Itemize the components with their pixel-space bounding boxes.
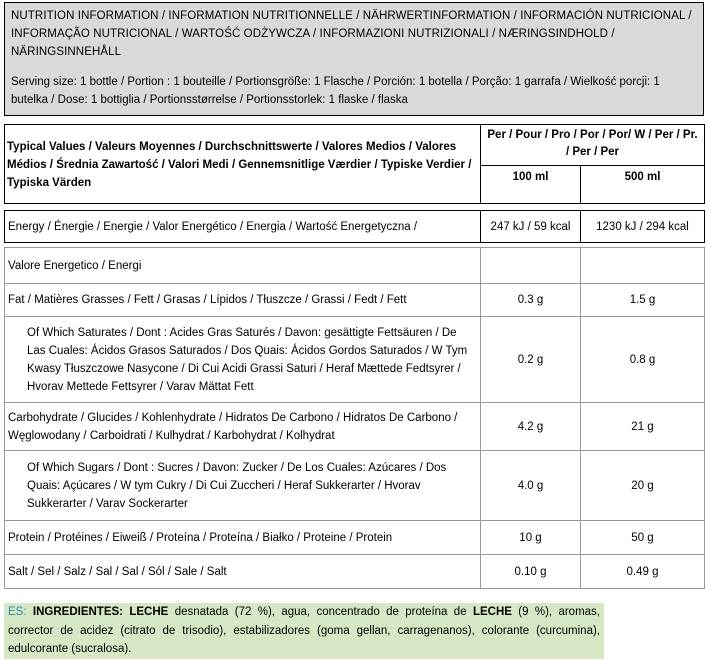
col-500ml: 500 ml <box>581 166 705 204</box>
saturates-100ml: 0.2 g <box>481 317 581 403</box>
allergen-milk: LECHE <box>472 606 512 618</box>
serving-size: Serving size: 1 bottle / Portion : 1 bouteille / Portionsgröße: 1 Flasche / Porción: 1 botella / Porção: 1 garrafa / Wielkość porcji: 1 butelka / Dose: 1 bottiglia / Portionsstørrelse / Portionsstorlek: 1 flaske / flaska <box>11 76 660 106</box>
col-100ml: 100 ml <box>481 166 581 204</box>
language-tag: ES: <box>8 606 27 618</box>
cell-empty <box>481 248 581 284</box>
saturates-500ml: 0.8 g <box>581 317 705 403</box>
per-header: Per / Pour / Pro / Por / Por/ W / Per / Pr. / Per / Per <box>481 125 705 166</box>
protein-500ml: 50 g <box>581 521 705 555</box>
table-row <box>5 317 705 403</box>
carbohydrate-100ml: 4.2 g <box>481 403 581 451</box>
sugars-500ml: 20 g <box>581 451 705 521</box>
row-label-energy: Energy / Énergie / Energie / Valor Energético / Energia / Wartość Energetyczna / <box>5 211 481 243</box>
nutrition-header <box>4 2 704 116</box>
energy-500ml: 1230 kJ / 294 kcal <box>581 211 705 243</box>
row-label-protein: Protein / Protéines / Eiweiß / Proteína / Proteína / Białko / Proteine / Protein <box>5 521 481 555</box>
table-row <box>5 555 705 589</box>
allergen-milk: LECHE <box>129 606 169 618</box>
ingredients-text: desnatada (72 %), agua, concentrado de proteína de <box>168 606 473 618</box>
header-title: NUTRITION INFORMATION / INFORMATION NUTRITIONNELLE / NÄHRWERTINFORMATION / INFORMACIÓN NUTRICIONAL / INFORMAÇÃO NUTRICIONAL / WARTOŚĆ ODŻYWCZA / INFORMAZIONI NUTRIZIONALI / NÆRINGSINDHOLD / NÄRINGSINNEHÅLL <box>11 10 692 58</box>
carbohydrate-500ml: 21 g <box>581 403 705 451</box>
salt-500ml: 0.49 g <box>581 555 705 589</box>
table-row <box>5 451 705 521</box>
cell-empty <box>581 248 705 284</box>
row-label-saturates: Of Which Saturates / Dont : Acides Gras Saturés / Davon: gesättigte Fettsäuren / De Las Cuales: Ácidos Grasos Saturados / Dos Quais: Ácidos Gordos Saturados / W Tym Kwasy Tłuszczowe Nasycone / Di Cui Acidi Grassi Saturi / Heraf Mættede Fedtsyrer / Hvorav Mettede Fettsyrer / Varav Mättat Fett <box>5 317 481 403</box>
table-row <box>5 521 705 555</box>
table-row <box>5 403 705 451</box>
table-row <box>5 248 705 284</box>
protein-100ml: 10 g <box>481 521 581 555</box>
fat-500ml: 1.5 g <box>581 284 705 317</box>
fat-100ml: 0.3 g <box>481 284 581 317</box>
row-label-carbohydrate: Carbohydrate / Glucides / Kohlenhydrate / Hidratos De Carbono / Hidratos De Carbono / Węglowodany / Carboidrati / Kulhydrat / Karbohydrat / Kolhydrat <box>5 403 481 451</box>
ingredients-heading: INGREDIENTES: <box>32 606 123 618</box>
energy-100ml: 247 kJ / 59 kcal <box>481 211 581 243</box>
table-row <box>5 211 705 243</box>
ingredients-text: (9 %), aromas, corrector de acidez (citrato de trisodio), estabilizadores (goma gellan, carragenanos), colorante (curcumina), edulcorante (sucralosa). <box>8 606 600 655</box>
row-label-energy-cont: Valore Energetico / Energi <box>5 248 481 284</box>
row-label-sugars: Of Which Sugars / Dont : Sucres / Davon: Zucker / De Los Cuales: Azúcares / Dos Quais: Açúcares / W tym Cukry / Di Cui Zuccheri / Heraf Sukkerarter / Hvorav Sukkerarter / Varav Sockerarter <box>5 451 481 521</box>
table-row <box>5 284 705 317</box>
typical-values-label: Typical Values / Valeurs Moyennes / Durchschnittswerte / Valores Medios / Valores Médios / Średnia Zawartość / Valori Medi / Gennemsnitlige Værdier / Typiske Verdier / Typiska Värden <box>5 125 481 204</box>
ingredients-block <box>4 603 604 659</box>
sugars-100ml: 4.0 g <box>481 451 581 521</box>
salt-100ml: 0.10 g <box>481 555 581 589</box>
energy-table <box>4 210 705 243</box>
nutrients-table <box>4 247 705 589</box>
row-label-salt: Salt / Sel / Salz / Sal / Sal / Sól / Sale / Salt <box>5 555 481 589</box>
row-label-fat: Fat / Matières Grasses / Fett / Grasas / Lípidos / Tłuszcze / Grassi / Fedt / Fett <box>5 284 481 317</box>
values-header-table <box>4 124 705 204</box>
